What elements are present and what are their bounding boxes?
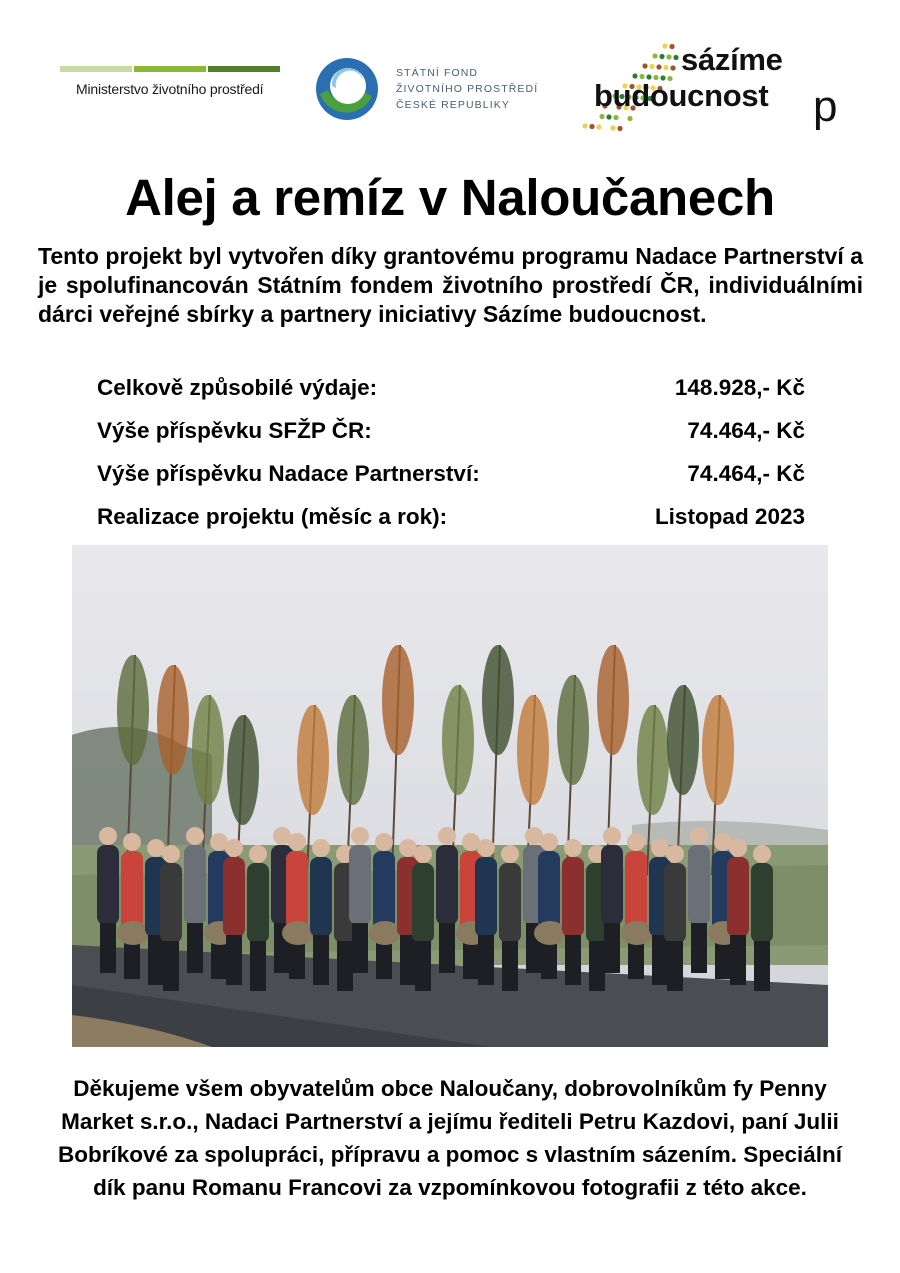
person-head [186,827,204,845]
person-head [288,833,306,851]
thanks-paragraph: Děkujeme všem obyvatelům obce Naloučany, dobrovolníkům fy Penny Market s.r.o., Nadaci Partnerství a jejímu řediteli Petru Kazdovi, paní Julii Bobríkové za spolupráci, přípravu a pomoc s vlastním sázením. Speciální dík panu Romanu Francovi za vzpomínkovou fotografii z této akce. [58,1076,842,1200]
person-legs [730,935,746,985]
logo-dot [599,114,604,119]
ministry-logo-bar [134,66,206,72]
person-legs [250,941,266,991]
person-head [438,827,456,845]
ministry-logo-bar [208,66,280,72]
sapling-crown [637,705,669,815]
person-legs [187,923,203,973]
sapling-crown [117,655,149,765]
person-body [310,857,332,937]
person-legs [478,935,494,985]
logo-dot [666,54,671,59]
person-head [666,845,684,863]
person-head [603,827,621,845]
person-head [627,833,645,851]
person-body [184,845,206,925]
budget-row [97,413,805,456]
person-body [97,845,119,925]
person-head [375,833,393,851]
person-legs [100,923,116,973]
logo-dot [652,53,657,58]
person-legs [754,941,770,991]
budget-label: Realizace projektu (měsíc a rok): [97,504,448,529]
person-legs [652,935,668,985]
budget-label: Výše příspěvku SFŽP ČR: [97,418,372,443]
group-photo [72,545,828,1047]
person-head [225,839,243,857]
person-body [688,845,710,925]
person-head [729,839,747,857]
budget-value: 74.464,- Kč [687,461,805,486]
sapling-crown [557,675,589,785]
sapling-crown [442,685,474,795]
person-head [564,839,582,857]
person-legs [337,941,353,991]
budget-row [97,370,805,413]
logo-dot [673,55,678,60]
person-head [123,833,141,851]
person-head [414,845,432,863]
person-body [160,863,182,943]
person-legs [313,935,329,985]
person-legs [163,941,179,991]
fund-logo [314,56,554,120]
person-body [499,863,521,943]
person-legs [691,923,707,973]
ministry-logo-bar [60,66,132,72]
person-legs [589,941,605,991]
logo-dot [627,116,632,121]
logo-row [0,0,900,150]
sapling-crown [157,665,189,775]
logo-dot [670,65,675,70]
person-head [753,845,771,863]
sapling-crown [227,715,259,825]
logo-dot [613,115,618,120]
person-body [625,851,647,931]
person-legs [502,941,518,991]
fund-logo-line: STÁTNÍ FOND [396,67,479,79]
person-legs [439,923,455,973]
logo-dot [669,44,674,49]
person-legs [148,935,164,985]
logo-dot [649,64,654,69]
person-body [412,863,434,943]
person-body [562,857,584,937]
logo-dot [596,124,601,129]
person-legs [400,935,416,985]
sapling-crown [337,695,369,805]
sapling-crown [482,645,514,755]
person-legs [667,941,683,991]
logo-dot [642,63,647,68]
budget-value: Listopad 2023 [654,504,805,529]
fund-logo-text [396,65,538,113]
person-body [349,845,371,925]
ministry-logo-text: Ministerstvo životního prostředí [76,81,264,97]
person-body [223,857,245,937]
budget-value: 148.928,- Kč [674,375,805,400]
initiative-logo-line2: budoucnost [594,78,769,113]
root-ball [534,921,566,945]
initiative-logo-mark: p [813,82,838,131]
intro-paragraph: Tento projekt byl vytvořen díky grantovému programu Nadace Partnerství a je spolufinancován Státním fondem životního prostředí ČR, individuálními dárci veřejné sbírky a partnery iniciativy Sázíme budoucnost. [38,243,863,327]
root-ball [621,921,653,945]
budget-row [97,456,805,499]
person-legs [604,923,620,973]
ministry-logo [60,66,280,97]
person-legs [226,935,242,985]
logo-dot [589,124,594,129]
initiative-logo [570,40,860,140]
logo-dot [659,54,664,59]
person-head [351,827,369,845]
person-body [475,857,497,937]
person-legs [415,941,431,991]
budget-label: Celkově způsobilé výdaje: [97,375,378,400]
person-body [727,857,749,937]
person-head [99,827,117,845]
sapling-crown [297,705,329,815]
logo-dot [663,65,668,70]
person-legs [565,935,581,985]
logo-dot [606,114,611,119]
sapling-crown [702,695,734,805]
logo-dot [662,43,667,48]
person-body [247,863,269,943]
tree-planting-photo-illustration [72,545,828,1047]
budget-label: Výše příspěvku Nadace Partnerství: [97,461,480,486]
person-body [121,851,143,931]
sapling-crown [517,695,549,805]
person-body [664,863,686,943]
person-body [436,845,458,925]
root-ball [369,921,401,945]
root-ball [117,921,149,945]
page-title: Alej a remíz v Naloučanech [125,169,775,226]
fund-logo-line: ČESKÉ REPUBLIKY [396,99,510,111]
sapling-crown [597,645,629,755]
fund-emblem-icon [314,56,380,122]
person-head [477,839,495,857]
initiative-logo-line1: sázíme [681,42,783,77]
budget-table [97,370,805,542]
root-ball [282,921,314,945]
fund-logo-line: ŽIVOTNÍHO PROSTŘEDÍ [396,83,539,95]
logo-dot [617,126,622,131]
person-head [162,845,180,863]
person-head [690,827,708,845]
budget-row [97,499,805,542]
ministry-logo-bars [60,66,280,72]
logo-dot [656,64,661,69]
person-head [501,845,519,863]
logo-dot [582,123,587,128]
person-legs [352,923,368,973]
person-body [601,845,623,925]
sapling-crown [192,695,224,805]
person-body [286,851,308,931]
logo-dot [610,125,615,130]
person-head [249,845,267,863]
person-body [751,863,773,943]
sapling-crown [382,645,414,755]
person-head [312,839,330,857]
budget-value: 74.464,- Kč [687,418,805,443]
person-body [373,851,395,931]
person-head [540,833,558,851]
person-body [538,851,560,931]
sapling-crown [667,685,699,795]
